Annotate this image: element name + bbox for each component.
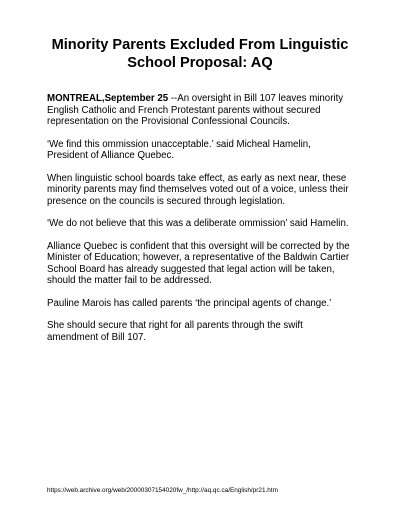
dateline: MONTREAL,September 25 xyxy=(47,93,169,104)
paragraph-3: When linguistic school boards take effect, as early as next near, these minority parents may find themselves voted out of a voice, unless their presence on the councils is secured through legislation. xyxy=(47,172,349,207)
document-title: Minority Parents Excluded From Linguistic School Proposal: AQ xyxy=(51,37,349,71)
paragraph-7: She should secure that right for all parents through the swift amendment of Bill 107. xyxy=(47,320,303,343)
paragraph-2: ‘We find this ommission unacceptable.’ said Micheal Hamelin, President of Alliance Quebec. xyxy=(47,138,311,161)
paragraph-1 xyxy=(47,93,353,128)
paragraph-5: Alliance Quebec is confident that this oversight will be corrected by the Minister of Education; however, a representative of the Baldwin Cartier School Board has already suggested that legal action will be taken, should the matter fail to be addressed. xyxy=(47,240,350,286)
paragraph-6: Pauline Marois has called parents ‘the principal agents of change.’ xyxy=(47,297,332,309)
source-url-footer: https://web.archive.org/web/20000307154020fw_/http://aq.qc.ca/English/pr21.htm xyxy=(47,487,278,494)
paragraph-1-text: --An oversight in Bill 107 leaves minority English Catholic and French Protestant parents without secured representation on the Provisional Confessional Councils. xyxy=(47,93,344,127)
paragraph-4: ‘We do not believe that this was a deliberate ommission’ said Hamelin. xyxy=(47,218,349,229)
